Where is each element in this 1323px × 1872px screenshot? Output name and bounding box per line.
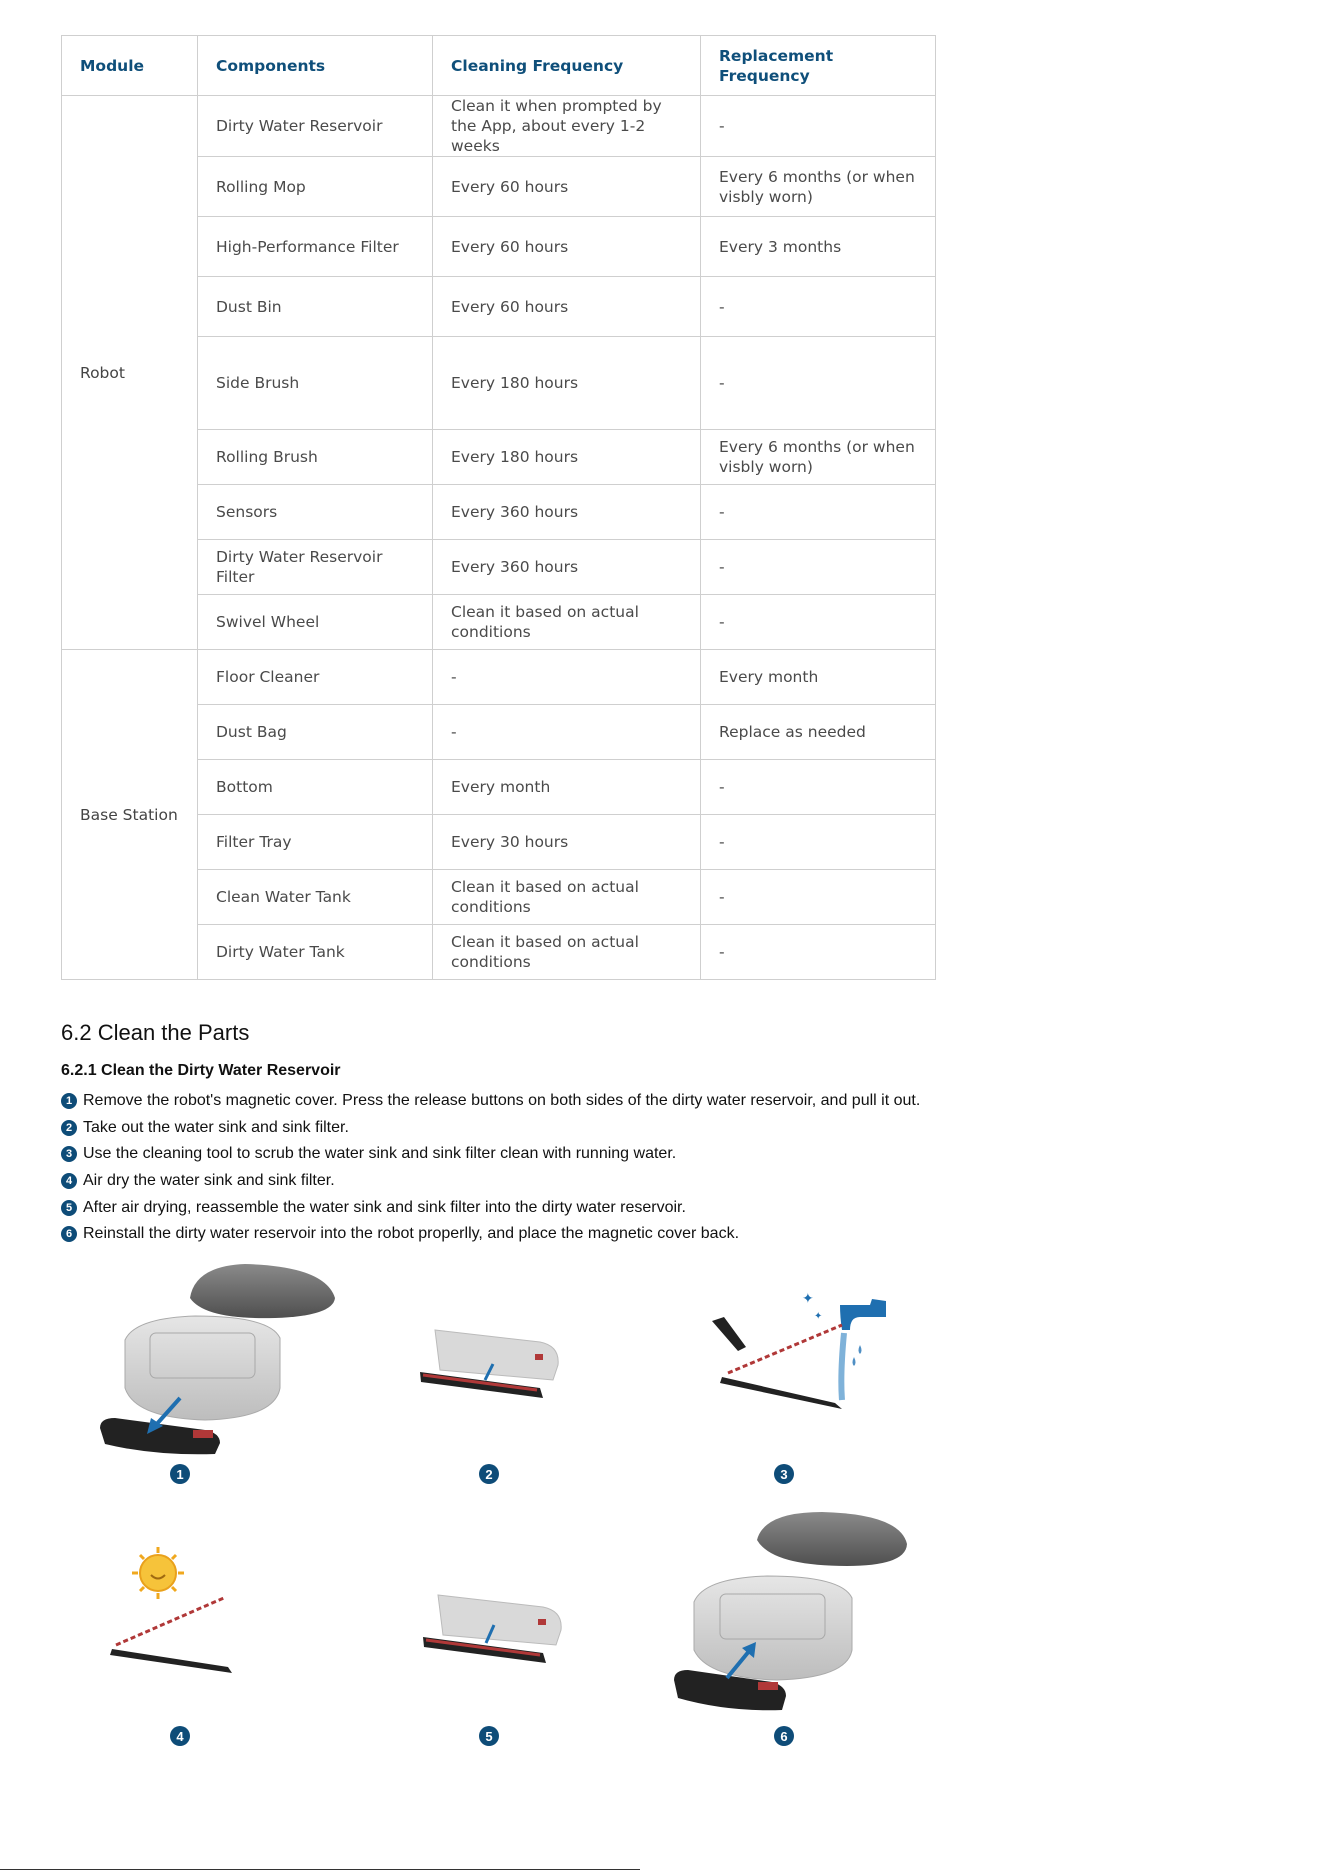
step-text: Take out the water sink and sink filter. bbox=[83, 1118, 349, 1136]
replacement-cell: Every 6 months (or when visbly worn) bbox=[701, 157, 936, 217]
step-number: 4 bbox=[61, 1173, 77, 1189]
step-number: 5 bbox=[61, 1200, 77, 1216]
step-text: After air drying, reassemble the water sink and sink filter into the dirty water reservoir. bbox=[83, 1198, 686, 1216]
maintenance-table bbox=[61, 35, 936, 980]
sink-filter-red-shape bbox=[116, 1597, 226, 1645]
subsection-title: 6.2.1 Clean the Dirty Water Reservoir bbox=[61, 1062, 341, 1079]
step-text: Remove the robot's magnetic cover. Press the release buttons on both sides of the dirty water reservoir, and pull it out. bbox=[83, 1092, 921, 1110]
magnetic-cover-shape bbox=[757, 1512, 907, 1566]
sun-icon bbox=[132, 1547, 184, 1599]
replacement-cell: - bbox=[701, 870, 936, 925]
illustration-remove-reservoir bbox=[95, 1258, 345, 1458]
component-cell: Dirty Water Reservoir Filter bbox=[198, 540, 433, 595]
sink-button-shape bbox=[535, 1354, 543, 1360]
illustration-take-out-sink bbox=[415, 1320, 565, 1410]
cleaning-cell: Clean it based on actual conditions bbox=[433, 595, 701, 650]
replacement-cell: - bbox=[701, 96, 936, 157]
reservoir-button-shape bbox=[758, 1682, 778, 1690]
step-text: Reinstall the dirty water reservoir into the robot properlly, and place the magnetic cover back. bbox=[83, 1225, 740, 1243]
running-water-shape bbox=[841, 1333, 844, 1400]
illustration-air-dry bbox=[108, 1545, 238, 1675]
cleaning-cell: Every 60 hours bbox=[433, 157, 701, 217]
cleaning-cell: Clean it based on actual conditions bbox=[433, 925, 701, 980]
section-title: 6.2 Clean the Parts bbox=[61, 1020, 250, 1045]
step-text: Air dry the water sink and sink filter. bbox=[83, 1172, 335, 1190]
replacement-cell: Every month bbox=[701, 650, 936, 705]
component-cell: Filter Tray bbox=[198, 815, 433, 870]
component-cell: Rolling Mop bbox=[198, 157, 433, 217]
component-cell: Dust Bag bbox=[198, 705, 433, 760]
step-item bbox=[61, 1194, 920, 1221]
component-cell: Dirty Water Tank bbox=[198, 925, 433, 980]
cleaning-cell: Every 360 hours bbox=[433, 540, 701, 595]
sink-filter-shape bbox=[720, 1377, 842, 1409]
component-cell: Bottom bbox=[198, 760, 433, 815]
replacement-cell: - bbox=[701, 925, 936, 980]
footer-rule bbox=[0, 1869, 640, 1870]
cleaning-cell: Every 360 hours bbox=[433, 485, 701, 540]
step-number: 6 bbox=[61, 1226, 77, 1242]
step-item bbox=[61, 1168, 920, 1195]
module-base-station: Base Station bbox=[62, 650, 198, 980]
replacement-cell: - bbox=[701, 540, 936, 595]
step-item bbox=[61, 1115, 920, 1142]
replacement-cell: Every 6 months (or when visbly worn) bbox=[701, 430, 936, 485]
figure-badge-2: 2 bbox=[479, 1464, 499, 1484]
robot-body-shape bbox=[694, 1576, 852, 1680]
header-components: Components bbox=[198, 36, 433, 96]
step-number: 2 bbox=[61, 1120, 77, 1136]
figure-badge-5: 5 bbox=[479, 1726, 499, 1746]
illustration-scrub-water bbox=[710, 1285, 890, 1415]
figure-badge-4: 4 bbox=[170, 1726, 190, 1746]
water-drop-icon bbox=[859, 1345, 862, 1354]
table-row bbox=[62, 96, 936, 157]
cleaning-cell: Every 30 hours bbox=[433, 815, 701, 870]
replacement-cell: Every 3 months bbox=[701, 217, 936, 277]
sparkle-icon: ✦ bbox=[814, 1311, 823, 1322]
figure-badge-6: 6 bbox=[774, 1726, 794, 1746]
component-cell: Dust Bin bbox=[198, 277, 433, 337]
component-cell: Sensors bbox=[198, 485, 433, 540]
step-number: 3 bbox=[61, 1146, 77, 1162]
table-row bbox=[62, 650, 936, 705]
cleaning-cell: - bbox=[433, 705, 701, 760]
sink-filter-shape bbox=[110, 1649, 232, 1673]
component-cell: Side Brush bbox=[198, 337, 433, 430]
component-cell: High-Performance Filter bbox=[198, 217, 433, 277]
reservoir-button-shape bbox=[193, 1430, 213, 1438]
step-item bbox=[61, 1088, 920, 1115]
magnetic-cover-shape bbox=[190, 1264, 335, 1318]
component-cell: Floor Cleaner bbox=[198, 650, 433, 705]
replacement-cell: - bbox=[701, 277, 936, 337]
replacement-cell: - bbox=[701, 595, 936, 650]
cleaning-cell: Clean it when prompted by the App, about every 1-2 weeks bbox=[433, 96, 701, 157]
cleaning-cell: Every 180 hours bbox=[433, 337, 701, 430]
water-drop-icon bbox=[853, 1357, 856, 1366]
step-item bbox=[61, 1141, 920, 1168]
illustration-reassemble bbox=[418, 1585, 568, 1675]
faucet-icon bbox=[840, 1291, 886, 1330]
sparkle-icon: ✦ bbox=[802, 1291, 814, 1307]
component-cell: Swivel Wheel bbox=[198, 595, 433, 650]
component-cell: Clean Water Tank bbox=[198, 870, 433, 925]
cleaning-cell: Clean it based on actual conditions bbox=[433, 870, 701, 925]
steps-list bbox=[61, 1088, 920, 1248]
header-replacement-frequency: Replacement Frequency bbox=[701, 36, 936, 96]
module-robot: Robot bbox=[62, 96, 198, 650]
step-text: Use the cleaning tool to scrub the water sink and sink filter clean with running water. bbox=[83, 1145, 677, 1163]
replacement-cell: Replace as needed bbox=[701, 705, 936, 760]
robot-body-shape bbox=[125, 1316, 280, 1420]
step-item bbox=[61, 1221, 920, 1248]
cleaning-cell: Every 60 hours bbox=[433, 217, 701, 277]
illustration-reinstall bbox=[672, 1510, 922, 1715]
replacement-cell: - bbox=[701, 760, 936, 815]
cleaning-cell: Every 180 hours bbox=[433, 430, 701, 485]
cleaning-tool-shape bbox=[712, 1317, 746, 1351]
component-cell: Rolling Brush bbox=[198, 430, 433, 485]
figure-badge-3: 3 bbox=[774, 1464, 794, 1484]
replacement-cell: - bbox=[701, 815, 936, 870]
replacement-cell: - bbox=[701, 485, 936, 540]
table-header-row bbox=[62, 36, 936, 96]
header-module: Module bbox=[62, 36, 198, 96]
replacement-cell: - bbox=[701, 337, 936, 430]
step-number: 1 bbox=[61, 1093, 77, 1109]
sink-button-shape bbox=[538, 1619, 546, 1625]
figure-badge-1: 1 bbox=[170, 1464, 190, 1484]
component-cell: Dirty Water Reservoir bbox=[198, 96, 433, 157]
cleaning-cell: Every month bbox=[433, 760, 701, 815]
cleaning-cell: - bbox=[433, 650, 701, 705]
sink-filter-red-shape bbox=[728, 1325, 842, 1373]
cleaning-cell: Every 60 hours bbox=[433, 277, 701, 337]
header-cleaning-frequency: Cleaning Frequency bbox=[433, 36, 701, 96]
